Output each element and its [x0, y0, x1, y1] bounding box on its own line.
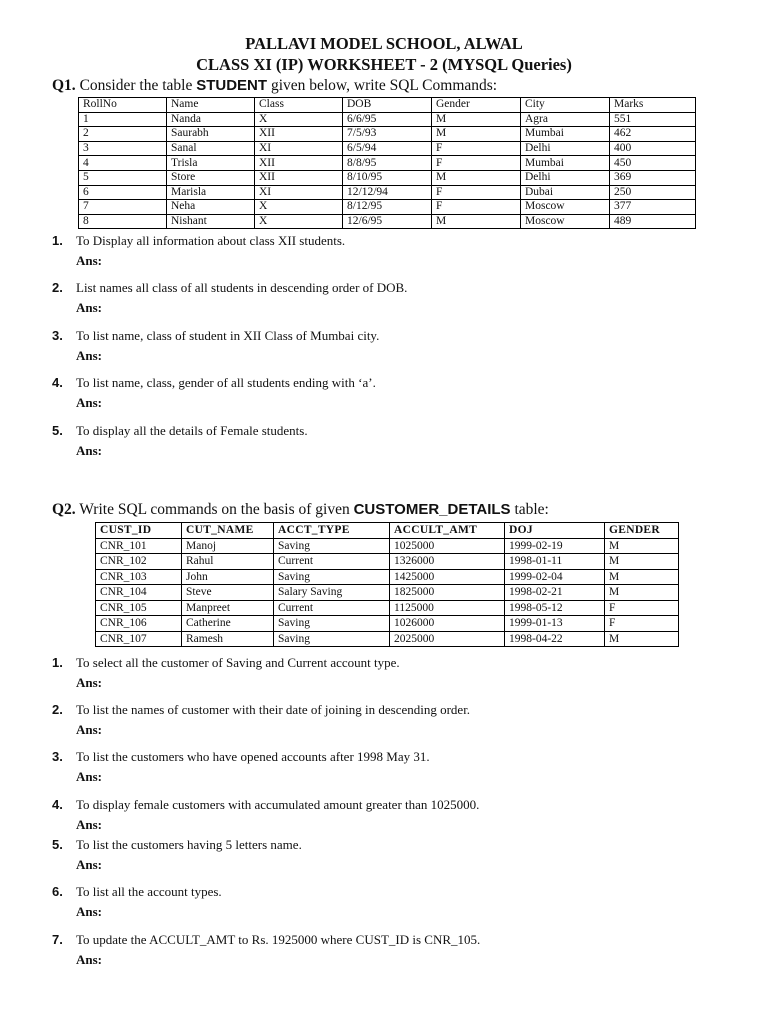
answer-label: Ans:: [76, 769, 103, 784]
column-header: City: [521, 98, 610, 113]
table-cell: 7: [79, 200, 167, 215]
column-header: Class: [255, 98, 343, 113]
answer-label: Ans:: [76, 348, 103, 363]
table-cell: 4: [79, 156, 167, 171]
table-cell: Saving: [274, 631, 390, 647]
student-row: [79, 185, 696, 200]
table-cell: 5: [79, 170, 167, 185]
table-cell: 1026000: [390, 616, 505, 632]
answer-label: Ans:: [76, 300, 103, 315]
table-cell: 6/5/94: [343, 141, 432, 156]
answer-label: Ans:: [76, 253, 103, 268]
table-cell: Moscow: [521, 214, 610, 229]
table-cell: 1825000: [390, 585, 505, 601]
column-header: ACCULT_AMT: [390, 523, 505, 539]
student-row: [79, 170, 696, 185]
table-cell: Mumbai: [521, 127, 610, 142]
table-cell: Marisla: [167, 185, 255, 200]
table-cell: Nanda: [167, 112, 255, 127]
table-cell: 2: [79, 127, 167, 142]
table-cell: 2025000: [390, 631, 505, 647]
table-cell: X: [255, 200, 343, 215]
question-text: To list all the account types.: [76, 884, 222, 899]
column-header: CUST_ID: [96, 523, 182, 539]
table-cell: Ramesh: [182, 631, 274, 647]
table-cell: XI: [255, 185, 343, 200]
question-number: 4.: [52, 797, 63, 812]
table-cell: CNR_104: [96, 585, 182, 601]
customer-row: [96, 631, 679, 647]
column-header: RollNo: [79, 98, 167, 113]
student-row: [79, 127, 696, 142]
question-number: 2.: [52, 280, 63, 295]
column-header: DOB: [343, 98, 432, 113]
customer-row: [96, 600, 679, 616]
table-cell: 377: [610, 200, 696, 215]
table-cell: 1025000: [390, 538, 505, 554]
table-cell: X: [255, 112, 343, 127]
answer-label: Ans:: [76, 675, 103, 690]
table-cell: M: [432, 214, 521, 229]
table-cell: 6: [79, 185, 167, 200]
column-header: DOJ: [505, 523, 605, 539]
table-cell: 8/12/95: [343, 200, 432, 215]
question-number: 3.: [52, 328, 63, 343]
table-cell: 12/12/94: [343, 185, 432, 200]
table-cell: XII: [255, 170, 343, 185]
q2-heading: [52, 501, 549, 519]
table-cell: 1999-02-04: [505, 569, 605, 585]
table-cell: 250: [610, 185, 696, 200]
table-cell: 12/6/95: [343, 214, 432, 229]
question-number: 5.: [52, 423, 63, 438]
table-cell: CNR_103: [96, 569, 182, 585]
question-number: 5.: [52, 837, 63, 852]
table-cell: XI: [255, 141, 343, 156]
q2-text-before: Write SQL commands on the basis of given: [75, 501, 354, 518]
table-cell: Catherine: [182, 616, 274, 632]
table-cell: 1125000: [390, 600, 505, 616]
column-header: Marks: [610, 98, 696, 113]
table-cell: M: [605, 554, 679, 570]
table-cell: CNR_102: [96, 554, 182, 570]
answer-label: Ans:: [76, 952, 103, 967]
table-cell: F: [605, 616, 679, 632]
column-header: Name: [167, 98, 255, 113]
table-cell: Current: [274, 600, 390, 616]
table-cell: 400: [610, 141, 696, 156]
table-cell: Steve: [182, 585, 274, 601]
student-table: [78, 97, 696, 229]
column-header: ACCT_TYPE: [274, 523, 390, 539]
table-cell: Rahul: [182, 554, 274, 570]
table-cell: F: [605, 600, 679, 616]
table-cell: 3: [79, 141, 167, 156]
table-cell: 1999-02-19: [505, 538, 605, 554]
column-header: GENDER: [605, 523, 679, 539]
column-header: Gender: [432, 98, 521, 113]
customer-row: [96, 554, 679, 570]
q1-text-before: Consider the table: [75, 77, 197, 94]
table-cell: Current: [274, 554, 390, 570]
school-title: PALLAVI MODEL SCHOOL, ALWAL: [245, 34, 523, 53]
customer-row: [96, 585, 679, 601]
table-cell: F: [432, 156, 521, 171]
student-row: [79, 214, 696, 229]
table-cell: M: [432, 170, 521, 185]
table-cell: Saurabh: [167, 127, 255, 142]
table-cell: 1999-01-13: [505, 616, 605, 632]
table-cell: Salary Saving: [274, 585, 390, 601]
table-cell: CNR_106: [96, 616, 182, 632]
table-cell: 1998-02-21: [505, 585, 605, 601]
answer-label: Ans:: [76, 395, 103, 410]
customer-row: [96, 569, 679, 585]
answer-label: Ans:: [76, 817, 103, 832]
question-number: 1.: [52, 655, 63, 670]
table-cell: Store: [167, 170, 255, 185]
question-number: 3.: [52, 749, 63, 764]
table-cell: 1998-05-12: [505, 600, 605, 616]
q1-text-after: given below, write SQL Commands:: [267, 77, 498, 94]
student-row: [79, 156, 696, 171]
table-cell: M: [605, 569, 679, 585]
table-cell: Delhi: [521, 170, 610, 185]
table-cell: M: [605, 585, 679, 601]
question-number: 7.: [52, 932, 63, 947]
student-table-header-row: [79, 98, 696, 113]
q2-label: Q2.: [52, 501, 76, 518]
table-cell: M: [605, 538, 679, 554]
table-cell: 1998-01-11: [505, 554, 605, 570]
question-text: To Display all information about class XII students.: [76, 233, 346, 248]
table-cell: 450: [610, 156, 696, 171]
question-text: To list name, class, gender of all students ending with ‘a’.: [76, 375, 376, 390]
customer-table-header-row: [96, 523, 679, 539]
table-cell: 369: [610, 170, 696, 185]
student-row: [79, 141, 696, 156]
customer-row: [96, 616, 679, 632]
question-text: To list the names of customer with their date of joining in descending order.: [76, 702, 471, 717]
table-cell: Neha: [167, 200, 255, 215]
table-cell: CNR_101: [96, 538, 182, 554]
answer-label: Ans:: [76, 722, 103, 737]
table-cell: 7/5/93: [343, 127, 432, 142]
table-cell: M: [432, 127, 521, 142]
table-cell: F: [432, 185, 521, 200]
column-header: CUT_NAME: [182, 523, 274, 539]
table-cell: XII: [255, 156, 343, 171]
question-number: 1.: [52, 233, 63, 248]
question-number: 2.: [52, 702, 63, 717]
q2-text-after: table:: [510, 501, 549, 518]
question-text: To list the customers who have opened accounts after 1998 May 31.: [76, 749, 430, 764]
customer-row: [96, 538, 679, 554]
table-cell: Saving: [274, 616, 390, 632]
table-cell: Sanal: [167, 141, 255, 156]
table-cell: 8/8/95: [343, 156, 432, 171]
student-row: [79, 112, 696, 127]
answer-label: Ans:: [76, 443, 103, 458]
table-cell: 1425000: [390, 569, 505, 585]
table-cell: 8: [79, 214, 167, 229]
customer-details-table: [95, 522, 679, 647]
q2-table-name: CUSTOMER_DETAILS: [353, 501, 511, 518]
table-cell: Manpreet: [182, 600, 274, 616]
table-cell: XII: [255, 127, 343, 142]
table-cell: 8/10/95: [343, 170, 432, 185]
table-cell: Saving: [274, 569, 390, 585]
table-cell: F: [432, 141, 521, 156]
q1-label: Q1.: [52, 77, 76, 94]
table-cell: Moscow: [521, 200, 610, 215]
table-cell: X: [255, 214, 343, 229]
table-cell: 489: [610, 214, 696, 229]
student-row: [79, 200, 696, 215]
table-cell: Saving: [274, 538, 390, 554]
table-cell: F: [432, 200, 521, 215]
table-cell: 462: [610, 127, 696, 142]
answer-label: Ans:: [76, 857, 103, 872]
question-text: To select all the customer of Saving and Current account type.: [76, 655, 400, 670]
question-text: To update the ACCULT_AMT to Rs. 1925000 where CUST_ID is CNR_105.: [76, 932, 481, 947]
question-text: To display female customers with accumulated amount greater than 1025000.: [76, 797, 480, 812]
answer-label: Ans:: [76, 904, 103, 919]
table-cell: Mumbai: [521, 156, 610, 171]
table-cell: 1: [79, 112, 167, 127]
question-number: 4.: [52, 375, 63, 390]
table-cell: Trisla: [167, 156, 255, 171]
question-text: To list the customers having 5 letters name.: [76, 837, 302, 852]
question-text: List names all class of all students in descending order of DOB.: [76, 280, 408, 295]
table-cell: Dubai: [521, 185, 610, 200]
table-cell: 1998-04-22: [505, 631, 605, 647]
table-cell: CNR_105: [96, 600, 182, 616]
table-cell: CNR_107: [96, 631, 182, 647]
table-cell: 1326000: [390, 554, 505, 570]
table-cell: 6/6/95: [343, 112, 432, 127]
q1-heading: [52, 77, 497, 95]
question-text: To list name, class of student in XII Class of Mumbai city.: [76, 328, 380, 343]
worksheet-title: CLASS XI (IP) WORKSHEET - 2 (MYSQL Queries): [196, 55, 572, 74]
table-cell: Agra: [521, 112, 610, 127]
table-cell: 551: [610, 112, 696, 127]
table-cell: Manoj: [182, 538, 274, 554]
table-cell: M: [605, 631, 679, 647]
table-cell: M: [432, 112, 521, 127]
table-cell: John: [182, 569, 274, 585]
table-cell: Nishant: [167, 214, 255, 229]
question-number: 6.: [52, 884, 63, 899]
question-text: To display all the details of Female students.: [76, 423, 308, 438]
q1-table-name: STUDENT: [196, 77, 268, 94]
table-cell: Delhi: [521, 141, 610, 156]
